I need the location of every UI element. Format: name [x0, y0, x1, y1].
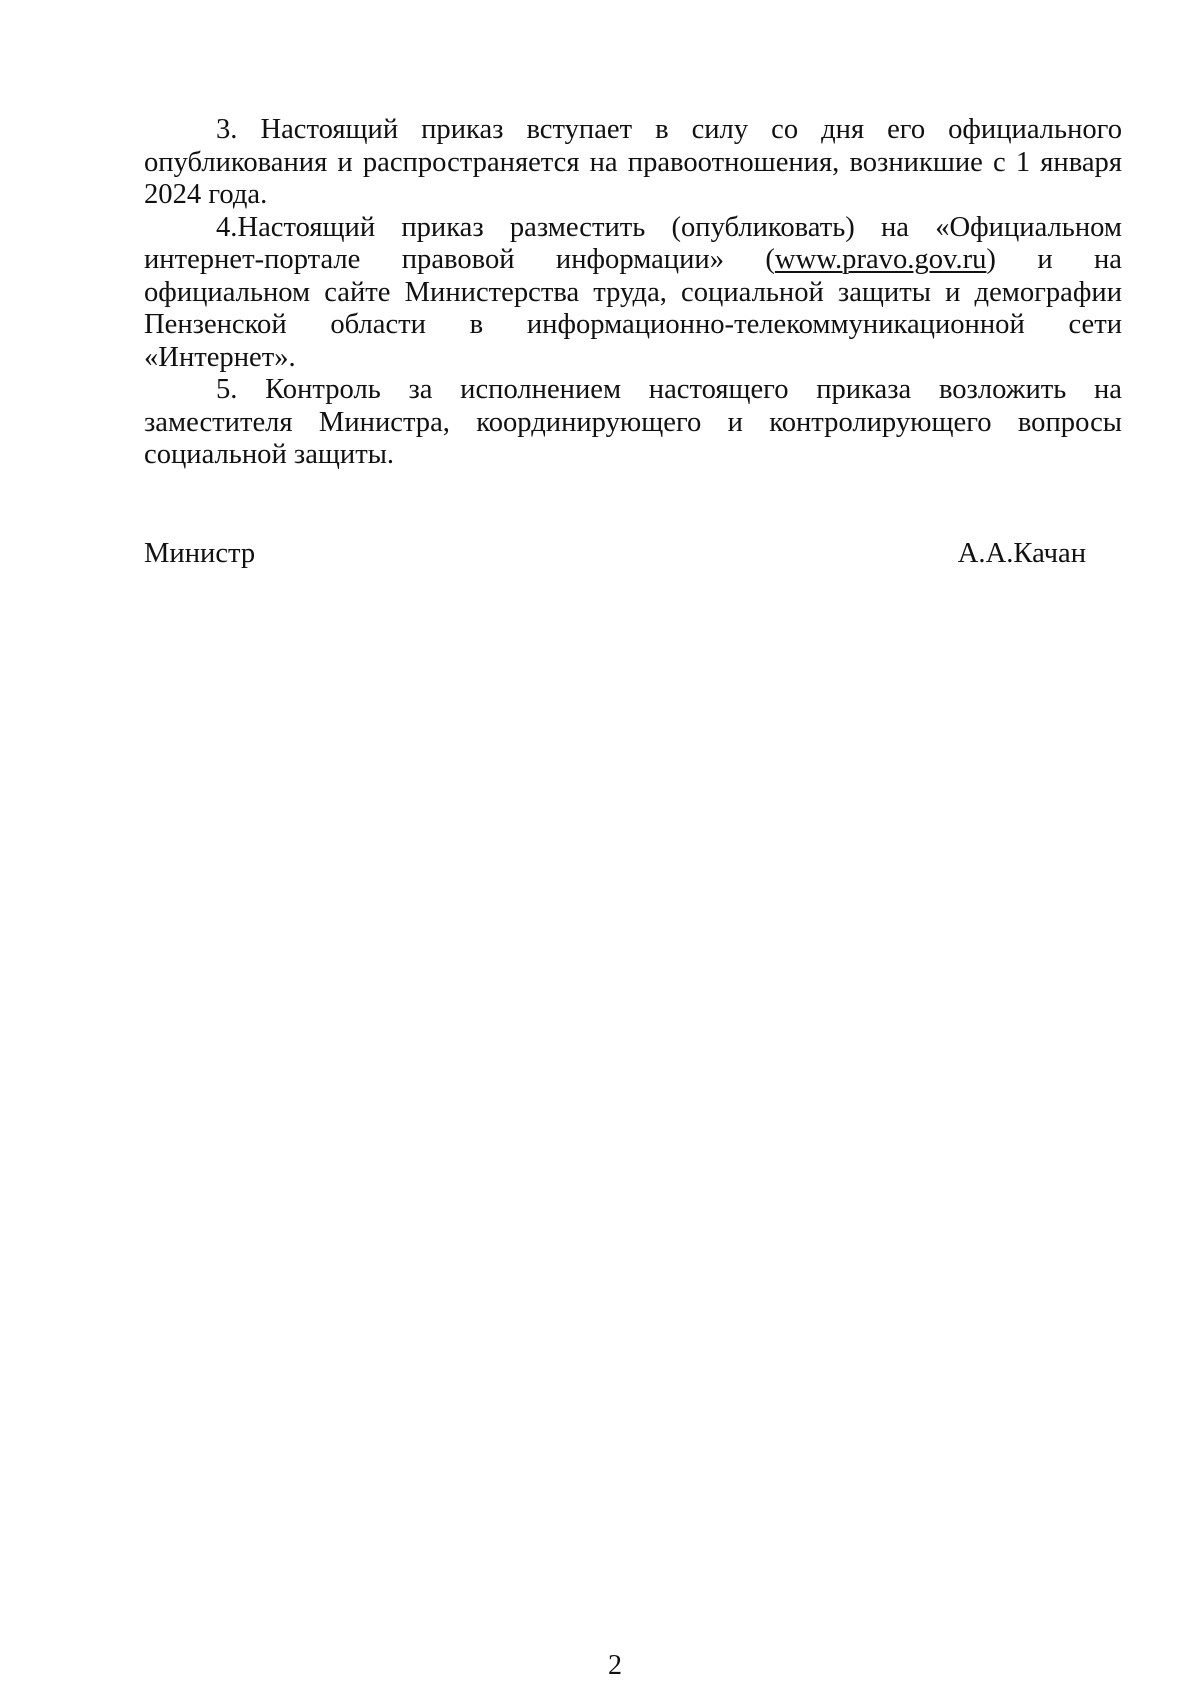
page-number: 2	[608, 1650, 622, 1681]
paragraph-text: ) и на официальном сайте Министерства труда, социальной защиты и демографии Пензенской области в информационно-телекоммуникационной сети «Интернет».	[144, 244, 1122, 373]
signature-block	[144, 536, 1086, 572]
paragraph-text: 3. Настоящий приказ вступает в силу со дня его официального опубликования и распространяется на правоотношения, возникшие с 1 января 2024 года.	[144, 114, 1122, 210]
paragraph-publication	[144, 212, 1122, 375]
paragraph-effective-date	[144, 114, 1122, 212]
pravo-gov-link[interactable]: www.pravo.gov.ru	[774, 244, 987, 275]
paragraph-text: 4.Настоящий приказ разместить (опубликовать) на «Официальном интернет-портале правовой информации» (	[144, 211, 1122, 275]
signatory-position: Министр	[144, 538, 256, 569]
signatory-name: А.А.Качан	[957, 538, 1086, 569]
paragraph-control	[144, 374, 1122, 472]
paragraph-text: 5. Контроль за исполнением настоящего приказа возложить на заместителя Министра, координирующего и контролирующего вопросы социальной защиты.	[144, 374, 1122, 470]
document-body	[144, 114, 1122, 472]
